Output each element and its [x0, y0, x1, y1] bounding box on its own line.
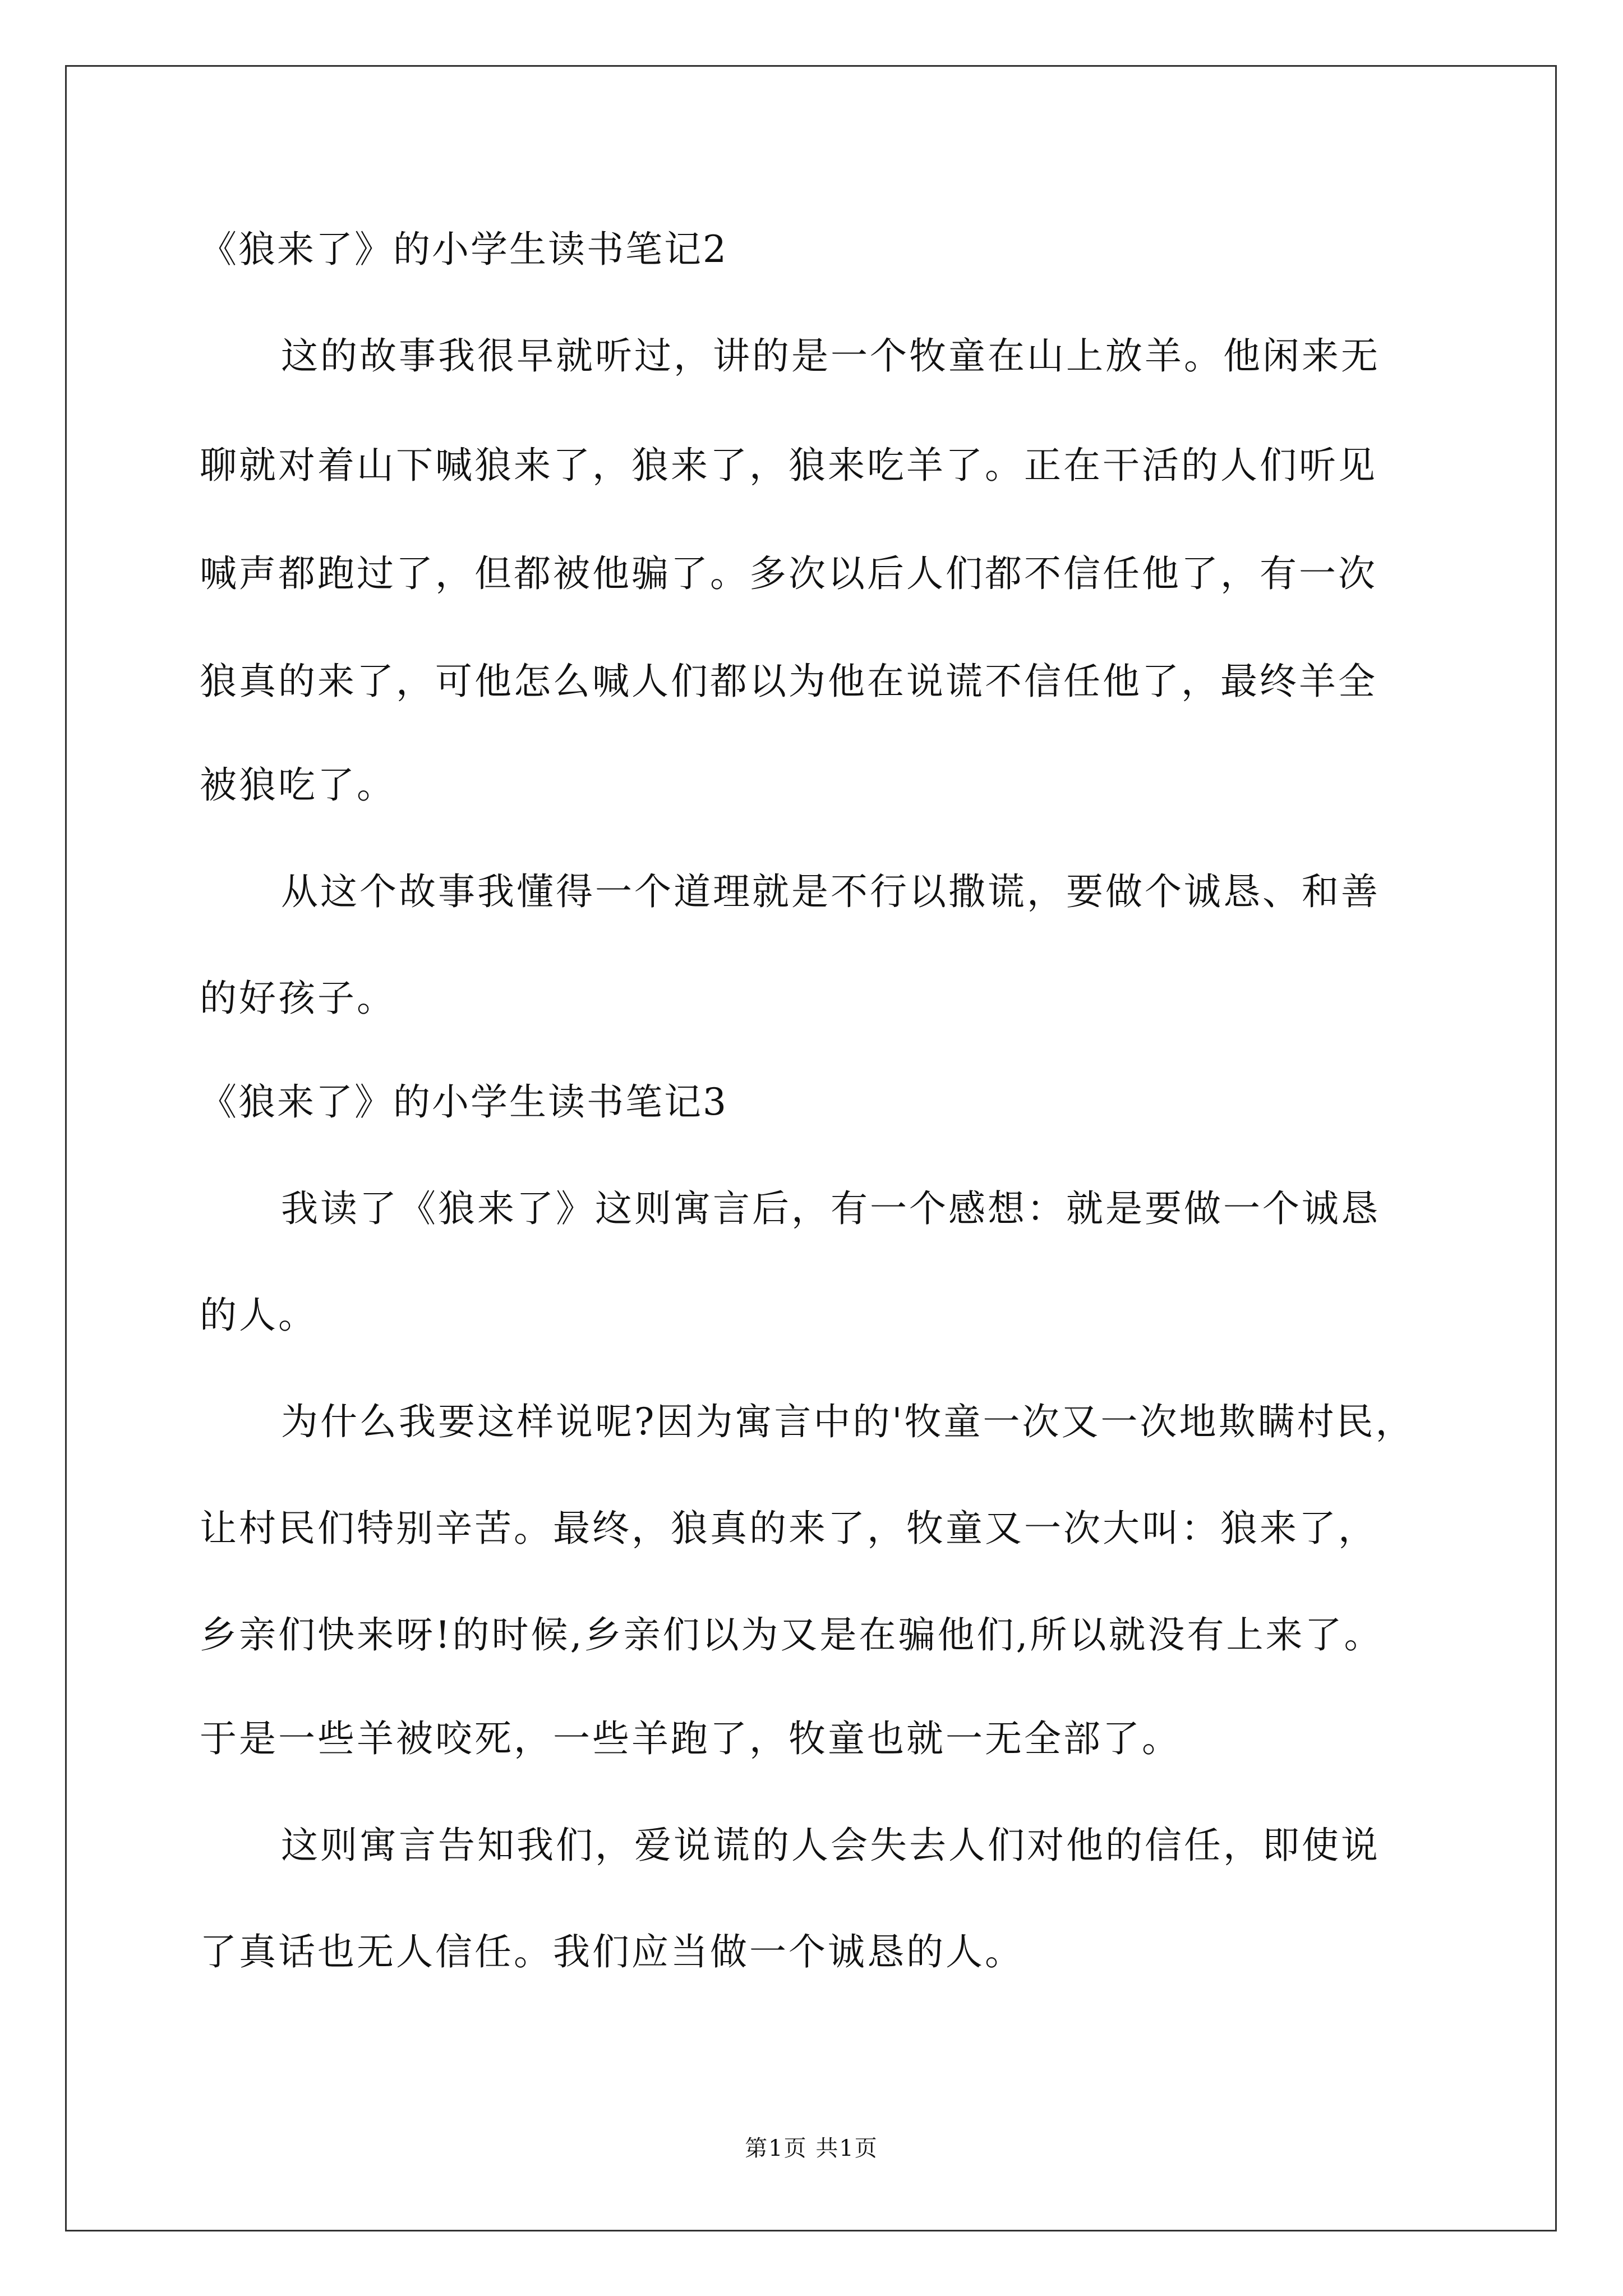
paragraph-line: 从这个故事我懂得一个道理就是不行以撒谎，要做个诚恳、和善: [281, 870, 1380, 913]
page-footer: 第1页 共1页: [745, 2136, 878, 2161]
page-border: [65, 65, 1557, 2231]
paragraph-line: 的好孩子。: [200, 977, 396, 1020]
paragraph-line: 为什么我要这样说呢?因为寓言中的'牧童一次又一次地欺瞒村民，: [281, 1400, 1415, 1443]
paragraph-line: 这则寓言告知我们，爱说谎的人会失去人们对他的信任，即使说: [281, 1824, 1380, 1867]
paragraph-line: 被狼吃了。: [200, 763, 396, 807]
paragraph-line: 让村民们特别辛苦。最终，狼真的来了，牧童又一次大叫：狼来了，: [200, 1507, 1377, 1550]
paragraph-line: 喊声都跑过了，但都被他骗了。多次以后人们都不信任他了，有一次: [200, 552, 1377, 595]
paragraph-line: 了真话也无人信任。我们应当做一个诚恳的人。: [200, 1930, 1024, 1973]
paragraph-line: 这的故事我很早就听过，讲的是一个牧童在山上放羊。他闲来无: [281, 334, 1380, 378]
paragraph-line: 狼真的来了，可他怎么喊人们都以为他在说谎不信任他了，最终羊全: [200, 660, 1377, 703]
section-heading: 《狼来了》的小学生读书笔记2: [200, 228, 728, 271]
paragraph-line: 我读了《狼来了》这则寓言后，有一个感想：就是要做一个诚恳: [281, 1187, 1380, 1230]
paragraph-line: 的人。: [200, 1294, 317, 1337]
paragraph-line: 于是一些羊被咬死，一些羊跑了，牧童也就一无全部了。: [200, 1717, 1181, 1760]
paragraph-line: 乡亲们快来呀!的时候,乡亲们以为又是在骗他们,所以就没有上来了。: [200, 1613, 1384, 1657]
section-heading: 《狼来了》的小学生读书笔记3: [200, 1080, 728, 1124]
paragraph-line: 聊就对着山下喊狼来了，狼来了，狼来吃羊了。正在干活的人们听见: [200, 444, 1377, 487]
